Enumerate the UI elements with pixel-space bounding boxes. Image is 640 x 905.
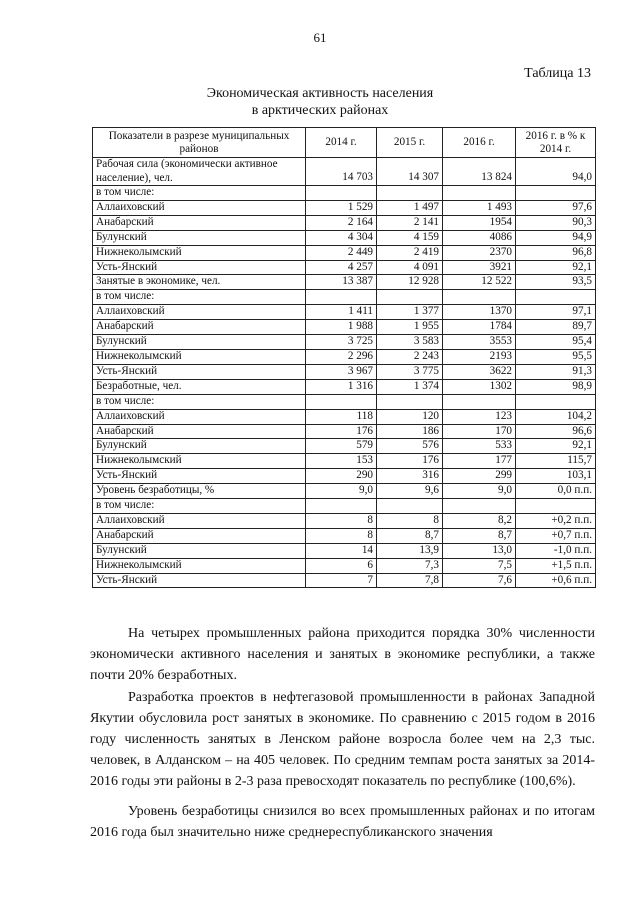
cell-label: в том числе: bbox=[93, 499, 306, 514]
table-row bbox=[93, 245, 596, 260]
cell-pct: 103,1 bbox=[516, 469, 596, 484]
cell-v2016: 7,6 bbox=[443, 573, 516, 588]
cell-v2014: 8 bbox=[306, 513, 377, 528]
table-row bbox=[93, 528, 596, 543]
cell-label: Нижнеколымский bbox=[93, 454, 306, 469]
cell-pct: +0,2 п.п. bbox=[516, 513, 596, 528]
cell-v2015 bbox=[377, 394, 443, 409]
cell-v2016: 2193 bbox=[443, 349, 516, 364]
cell-v2015: 9,6 bbox=[377, 484, 443, 499]
table-row bbox=[93, 469, 596, 484]
cell-v2016: 13,0 bbox=[443, 543, 516, 558]
cell-v2015: 3 775 bbox=[377, 364, 443, 379]
cell-v2014: 4 257 bbox=[306, 260, 377, 275]
cell-v2015: 8 bbox=[377, 513, 443, 528]
cell-v2014: 3 725 bbox=[306, 335, 377, 350]
activity-table bbox=[92, 127, 596, 588]
cell-v2015: 7,8 bbox=[377, 573, 443, 588]
cell-pct: 95,4 bbox=[516, 335, 596, 350]
cell-v2014: 6 bbox=[306, 558, 377, 573]
cell-pct: 0,0 п.п. bbox=[516, 484, 596, 499]
cell-v2016: 123 bbox=[443, 409, 516, 424]
cell-pct: 89,7 bbox=[516, 320, 596, 335]
cell-v2015: 1 497 bbox=[377, 200, 443, 215]
cell-label: Занятые в экономике, чел. bbox=[93, 275, 306, 290]
caption-line-1: Экономическая активность населения bbox=[206, 86, 434, 101]
cell-v2015 bbox=[377, 499, 443, 514]
cell-label: Булунский bbox=[93, 543, 306, 558]
cell-v2014: 7 bbox=[306, 573, 377, 588]
table-label: Таблица 13 bbox=[524, 66, 591, 81]
cell-v2015: 7,3 bbox=[377, 558, 443, 573]
cell-pct: 91,3 bbox=[516, 364, 596, 379]
cell-v2014: 579 bbox=[306, 439, 377, 454]
table-row bbox=[93, 215, 596, 230]
table-row bbox=[93, 513, 596, 528]
paragraph-3 bbox=[90, 801, 595, 843]
cell-label: Аллаиховский bbox=[93, 513, 306, 528]
cell-label: Усть-Янский bbox=[93, 573, 306, 588]
paragraph-2 bbox=[90, 687, 595, 792]
cell-label: Булунский bbox=[93, 230, 306, 245]
cell-v2014: 118 bbox=[306, 409, 377, 424]
cell-v2014: 290 bbox=[306, 469, 377, 484]
cell-v2015 bbox=[377, 186, 443, 201]
cell-v2014 bbox=[306, 499, 377, 514]
cell-v2014: 3 967 bbox=[306, 364, 377, 379]
table-row bbox=[93, 364, 596, 379]
header-2016: 2016 г. bbox=[443, 128, 516, 158]
header-pct: 2016 г. в % к 2014 г. bbox=[516, 128, 596, 158]
cell-v2016 bbox=[443, 290, 516, 305]
cell-v2015: 1 955 bbox=[377, 320, 443, 335]
cell-label: Булунский bbox=[93, 439, 306, 454]
cell-pct: 95,5 bbox=[516, 349, 596, 364]
cell-label: Усть-Янский bbox=[93, 364, 306, 379]
cell-label: Усть-Янский bbox=[93, 469, 306, 484]
cell-v2016: 3553 bbox=[443, 335, 516, 350]
cell-pct: 98,9 bbox=[516, 379, 596, 394]
table-row bbox=[93, 320, 596, 335]
table-row bbox=[93, 335, 596, 350]
cell-label: Аллаиховский bbox=[93, 409, 306, 424]
table-row bbox=[93, 499, 596, 514]
table-header-row bbox=[93, 128, 596, 158]
paragraph-text: На четырех промышленных района приходится порядка 30% численности экономически активного населения и занятых в экономике республики, а также почти 20% безработных. bbox=[90, 626, 595, 683]
cell-v2014: 9,0 bbox=[306, 484, 377, 499]
cell-v2015: 576 bbox=[377, 439, 443, 454]
cell-label: Безработные, чел. bbox=[93, 379, 306, 394]
cell-pct: -1,0 п.п. bbox=[516, 543, 596, 558]
cell-label: Рабочая сила (экономически активное население), чел. bbox=[93, 158, 306, 186]
cell-label: Усть-Янский bbox=[93, 260, 306, 275]
cell-v2014: 14 703 bbox=[306, 158, 377, 186]
cell-pct: 97,1 bbox=[516, 305, 596, 320]
cell-v2015: 13,9 bbox=[377, 543, 443, 558]
cell-label: Нижнеколымский bbox=[93, 245, 306, 260]
cell-v2014: 176 bbox=[306, 424, 377, 439]
table-row bbox=[93, 379, 596, 394]
cell-v2016: 8,7 bbox=[443, 528, 516, 543]
cell-v2014: 1 316 bbox=[306, 379, 377, 394]
cell-v2015: 2 419 bbox=[377, 245, 443, 260]
table-row bbox=[93, 349, 596, 364]
cell-v2014 bbox=[306, 394, 377, 409]
cell-pct: +1,5 п.п. bbox=[516, 558, 596, 573]
cell-v2016: 299 bbox=[443, 469, 516, 484]
cell-v2016: 1784 bbox=[443, 320, 516, 335]
cell-label: Аллаиховский bbox=[93, 200, 306, 215]
cell-v2015: 4 091 bbox=[377, 260, 443, 275]
cell-v2015: 1 377 bbox=[377, 305, 443, 320]
cell-v2016: 177 bbox=[443, 454, 516, 469]
cell-pct: 92,1 bbox=[516, 439, 596, 454]
cell-pct bbox=[516, 290, 596, 305]
header-2014: 2014 г. bbox=[306, 128, 377, 158]
cell-v2015: 14 307 bbox=[377, 158, 443, 186]
cell-v2016: 1954 bbox=[443, 215, 516, 230]
cell-v2016 bbox=[443, 394, 516, 409]
cell-v2014: 1 529 bbox=[306, 200, 377, 215]
cell-v2014: 153 bbox=[306, 454, 377, 469]
cell-pct: 97,6 bbox=[516, 200, 596, 215]
table-row bbox=[93, 158, 596, 186]
table-row bbox=[93, 543, 596, 558]
table-caption bbox=[0, 85, 640, 119]
table-row bbox=[93, 558, 596, 573]
cell-v2015: 186 bbox=[377, 424, 443, 439]
cell-pct bbox=[516, 186, 596, 201]
cell-pct: 93,5 bbox=[516, 275, 596, 290]
cell-label: Анабарский bbox=[93, 320, 306, 335]
cell-v2014: 8 bbox=[306, 528, 377, 543]
cell-label: Аллаиховский bbox=[93, 305, 306, 320]
cell-v2015: 120 bbox=[377, 409, 443, 424]
paragraph-text: Уровень безработицы снизился во всех промышленных районах и по итогам 2016 года был значительно ниже среднереспубликанского значения bbox=[90, 804, 595, 840]
table-row bbox=[93, 200, 596, 215]
cell-pct: 92,1 bbox=[516, 260, 596, 275]
cell-v2014: 1 988 bbox=[306, 320, 377, 335]
cell-v2015: 1 374 bbox=[377, 379, 443, 394]
table-row bbox=[93, 230, 596, 245]
cell-v2015 bbox=[377, 290, 443, 305]
cell-v2016: 1 493 bbox=[443, 200, 516, 215]
table-row bbox=[93, 424, 596, 439]
cell-v2014: 2 449 bbox=[306, 245, 377, 260]
cell-label: Анабарский bbox=[93, 215, 306, 230]
cell-v2015: 316 bbox=[377, 469, 443, 484]
cell-v2015: 2 141 bbox=[377, 215, 443, 230]
cell-v2015: 12 928 bbox=[377, 275, 443, 290]
paragraph-text: Разработка проектов в нефтегазовой промышленности в районах Западной Якутии обусловила рост занятых в экономике. По сравнению с 2015 годом в 2016 году численность занятых в Ленском районе возросла более чем на 2,3 тыс. человек, в Алданском – на 405 человек. По средним темпам роста занятых за 2014-2016 годы эти районы в 2-3 раза превосходят показатель по республике (100,6%). bbox=[90, 690, 595, 789]
cell-v2014 bbox=[306, 186, 377, 201]
cell-v2014: 1 411 bbox=[306, 305, 377, 320]
cell-pct: 104,2 bbox=[516, 409, 596, 424]
cell-v2016: 7,5 bbox=[443, 558, 516, 573]
cell-v2015: 4 159 bbox=[377, 230, 443, 245]
cell-v2016: 12 522 bbox=[443, 275, 516, 290]
paragraph-1 bbox=[90, 623, 595, 686]
table-row bbox=[93, 275, 596, 290]
table-row bbox=[93, 409, 596, 424]
cell-v2016: 9,0 bbox=[443, 484, 516, 499]
cell-pct: 94,9 bbox=[516, 230, 596, 245]
cell-v2016: 1370 bbox=[443, 305, 516, 320]
table-row bbox=[93, 290, 596, 305]
cell-label: в том числе: bbox=[93, 394, 306, 409]
cell-label: Нижнеколымский bbox=[93, 349, 306, 364]
cell-v2016: 1302 bbox=[443, 379, 516, 394]
cell-v2015: 3 583 bbox=[377, 335, 443, 350]
cell-label: в том числе: bbox=[93, 290, 306, 305]
cell-v2014: 2 296 bbox=[306, 349, 377, 364]
page-number: 61 bbox=[313, 30, 327, 45]
cell-v2014: 4 304 bbox=[306, 230, 377, 245]
table-row bbox=[93, 186, 596, 201]
table-row bbox=[93, 454, 596, 469]
cell-v2015: 8,7 bbox=[377, 528, 443, 543]
cell-v2016: 8,2 bbox=[443, 513, 516, 528]
cell-v2014 bbox=[306, 290, 377, 305]
caption-line-2: в арктических районах bbox=[251, 103, 389, 118]
cell-v2016: 3622 bbox=[443, 364, 516, 379]
cell-label: Уровень безработицы, % bbox=[93, 484, 306, 499]
cell-v2016: 533 bbox=[443, 439, 516, 454]
cell-v2016: 13 824 bbox=[443, 158, 516, 186]
cell-v2016: 3921 bbox=[443, 260, 516, 275]
cell-pct: 96,8 bbox=[516, 245, 596, 260]
cell-v2015: 2 243 bbox=[377, 349, 443, 364]
cell-v2016: 2370 bbox=[443, 245, 516, 260]
cell-v2015: 176 bbox=[377, 454, 443, 469]
cell-v2016 bbox=[443, 186, 516, 201]
cell-v2016: 4086 bbox=[443, 230, 516, 245]
cell-label: Булунский bbox=[93, 335, 306, 350]
cell-v2016 bbox=[443, 499, 516, 514]
cell-v2014: 2 164 bbox=[306, 215, 377, 230]
cell-pct: 115,7 bbox=[516, 454, 596, 469]
cell-pct: 94,0 bbox=[516, 158, 596, 186]
cell-pct: +0,6 п.п. bbox=[516, 573, 596, 588]
table-row bbox=[93, 484, 596, 499]
cell-label: Анабарский bbox=[93, 528, 306, 543]
cell-label: Анабарский bbox=[93, 424, 306, 439]
cell-v2016: 170 bbox=[443, 424, 516, 439]
cell-pct: 96,6 bbox=[516, 424, 596, 439]
header-2015: 2015 г. bbox=[377, 128, 443, 158]
table-row bbox=[93, 394, 596, 409]
cell-v2014: 13 387 bbox=[306, 275, 377, 290]
header-indicator: Показатели в разрезе муниципальных районов bbox=[93, 128, 306, 158]
cell-pct: +0,7 п.п. bbox=[516, 528, 596, 543]
cell-label: в том числе: bbox=[93, 186, 306, 201]
cell-pct bbox=[516, 499, 596, 514]
table-row bbox=[93, 573, 596, 588]
table-row bbox=[93, 260, 596, 275]
cell-pct: 90,3 bbox=[516, 215, 596, 230]
table-row bbox=[93, 305, 596, 320]
table-body bbox=[93, 158, 596, 588]
table-row bbox=[93, 439, 596, 454]
cell-label: Нижнеколымский bbox=[93, 558, 306, 573]
cell-pct bbox=[516, 394, 596, 409]
cell-v2014: 14 bbox=[306, 543, 377, 558]
